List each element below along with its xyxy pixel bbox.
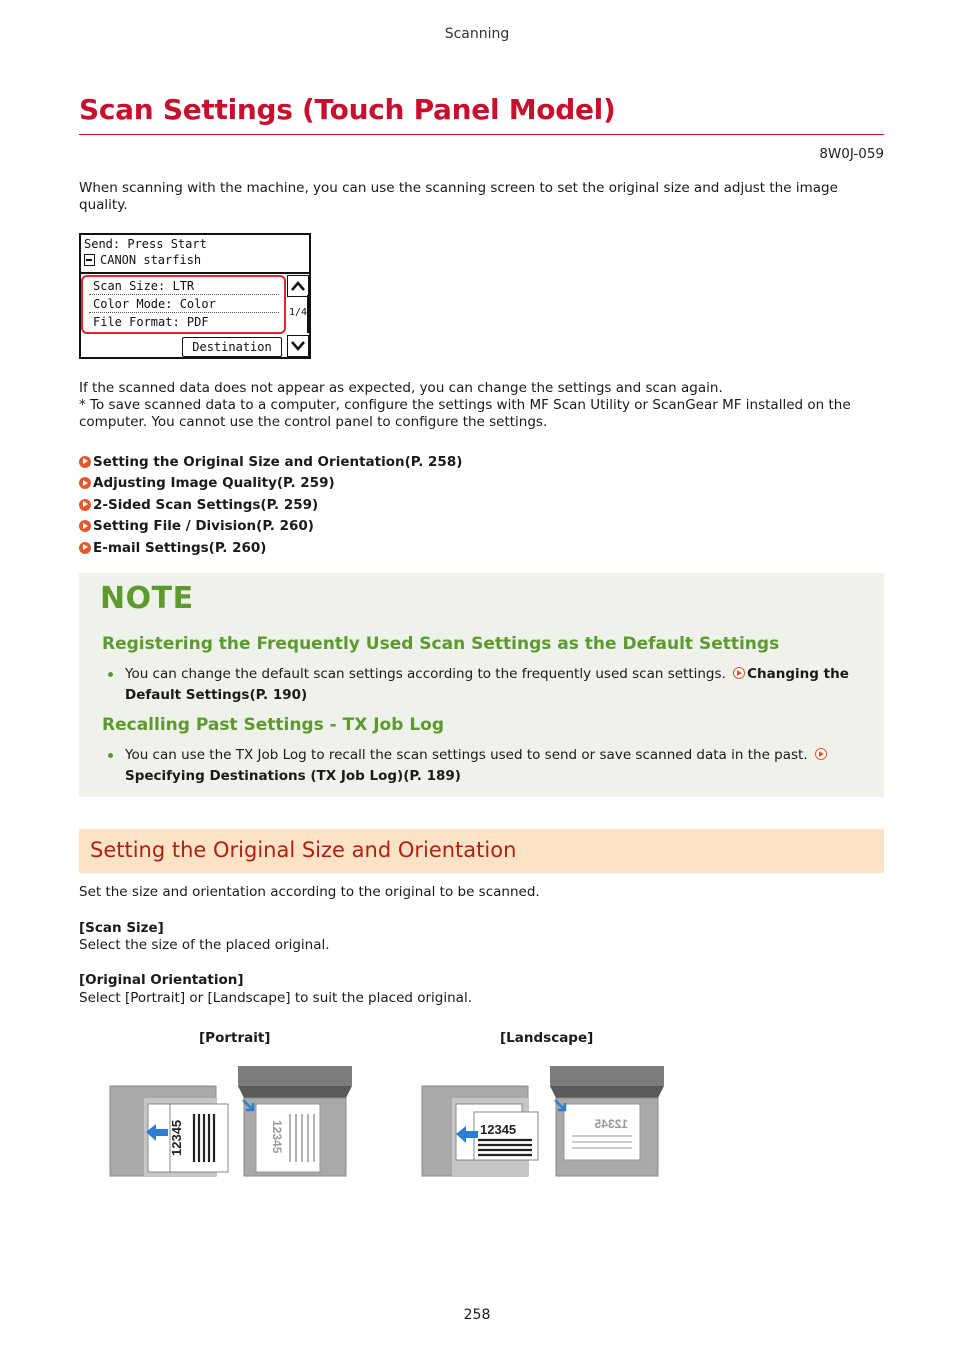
- scan-size-description: Select the size of the placed original.: [79, 937, 330, 953]
- chevron-up-icon: [290, 280, 306, 292]
- running-header: Scanning: [444, 26, 510, 42]
- landscape-label: [Landscape]: [500, 1030, 594, 1046]
- portrait-label: [Portrait]: [199, 1030, 271, 1046]
- orientation-label: [Original Orientation]: [79, 972, 244, 988]
- page-title: Scan Settings (Touch Panel Model): [79, 93, 616, 126]
- link-2-sided[interactable]: 2-Sided Scan Settings(P. 259): [79, 494, 462, 516]
- lcd-destination-name: CANON starfish: [100, 253, 202, 267]
- section-intro: Set the size and orientation according to the original to be scanned.: [79, 884, 540, 900]
- orientation-description: Select [Portrait] or [Landscape] to suit the placed original.: [79, 990, 472, 1006]
- after-lcd-line2: * To save scanned data to a computer, configure the settings with MF Scan Utility or ScanGear MF installed on the computer. You cannot use the control panel to configure the settings.: [79, 397, 851, 430]
- note-box: [79, 573, 884, 797]
- destination-button[interactable]: Destination: [182, 337, 282, 357]
- arrow-right-icon: [815, 748, 827, 760]
- document-code: 8W0J-059: [819, 146, 884, 162]
- chevron-down-icon: [290, 340, 306, 352]
- portrait-orientation-illustration: [108, 1064, 356, 1180]
- portrait-mirrored-number: 12345: [270, 1120, 284, 1154]
- link-changing-default-settings[interactable]: Changing the Default Settings(P. 190): [125, 666, 849, 703]
- link-specifying-destinations[interactable]: Specifying Destinations (TX Job Log)(P. 189): [125, 768, 461, 784]
- arrow-right-icon: [79, 499, 91, 511]
- arrow-right-icon: [79, 542, 91, 554]
- link-original-size[interactable]: Setting the Original Size and Orientation(P. 258): [79, 451, 462, 473]
- lcd-status-line: Send: Press Start: [84, 237, 207, 251]
- lcd-item-scan-size[interactable]: Scan Size: LTR: [93, 279, 195, 293]
- scan-size-label: [Scan Size]: [79, 920, 164, 936]
- landscape-mirrored-number: 12345: [594, 1117, 628, 1131]
- note-subheading-default-settings: Registering the Frequently Used Scan Settings as the Default Settings: [102, 634, 780, 654]
- link-file-division[interactable]: Setting File / Division(P. 260): [79, 516, 462, 538]
- lcd-item-file-format[interactable]: File Format: PDF: [93, 315, 209, 329]
- page-indicator: 1/4: [289, 307, 308, 318]
- link-email-settings[interactable]: E-mail Settings(P. 260): [79, 537, 462, 559]
- lcd-screen-illustration: [79, 233, 311, 359]
- note-subheading-tx-job-log: Recalling Past Settings - TX Job Log: [102, 715, 445, 735]
- landscape-orientation-illustration: [420, 1064, 668, 1180]
- lcd-item-color-mode[interactable]: Color Mode: Color: [93, 297, 216, 311]
- arrow-right-icon: [79, 477, 91, 489]
- arrow-right-icon: [79, 456, 91, 468]
- title-rule: [79, 134, 884, 135]
- destination-icon: [84, 254, 95, 266]
- note-item-default-settings: You can change the default scan settings according to the frequently used scan settings. Changing the Default Settings(P. 190): [106, 664, 885, 706]
- scroll-down-button[interactable]: [287, 335, 309, 357]
- intro-paragraph: When scanning with the machine, you can use the scanning screen to set the original size and adjust the image quality.: [79, 180, 838, 213]
- bullet-icon: [108, 672, 113, 677]
- arrow-right-icon: [79, 520, 91, 532]
- section-links: [79, 451, 462, 559]
- page-number: 258: [463, 1307, 491, 1323]
- note-item-tx-job-log: You can use the TX Job Log to recall the scan settings used to send or save scanned data in the past. Specifying Destinations (TX Job Log)(P. 189): [106, 745, 885, 787]
- link-image-quality[interactable]: Adjusting Image Quality(P. 259): [79, 473, 462, 495]
- bullet-icon: [108, 753, 113, 758]
- after-lcd-line1: If the scanned data does not appear as expected, you can change the settings and scan again.: [79, 380, 723, 396]
- portrait-doc-number: 12345: [169, 1119, 184, 1156]
- arrow-right-icon: [733, 667, 745, 679]
- note-heading: NOTE: [100, 581, 194, 616]
- section-bar: [79, 829, 884, 873]
- landscape-doc-number: 12345: [480, 1122, 517, 1137]
- section-title: Setting the Original Size and Orientation: [90, 838, 517, 862]
- scroll-up-button[interactable]: [287, 275, 309, 297]
